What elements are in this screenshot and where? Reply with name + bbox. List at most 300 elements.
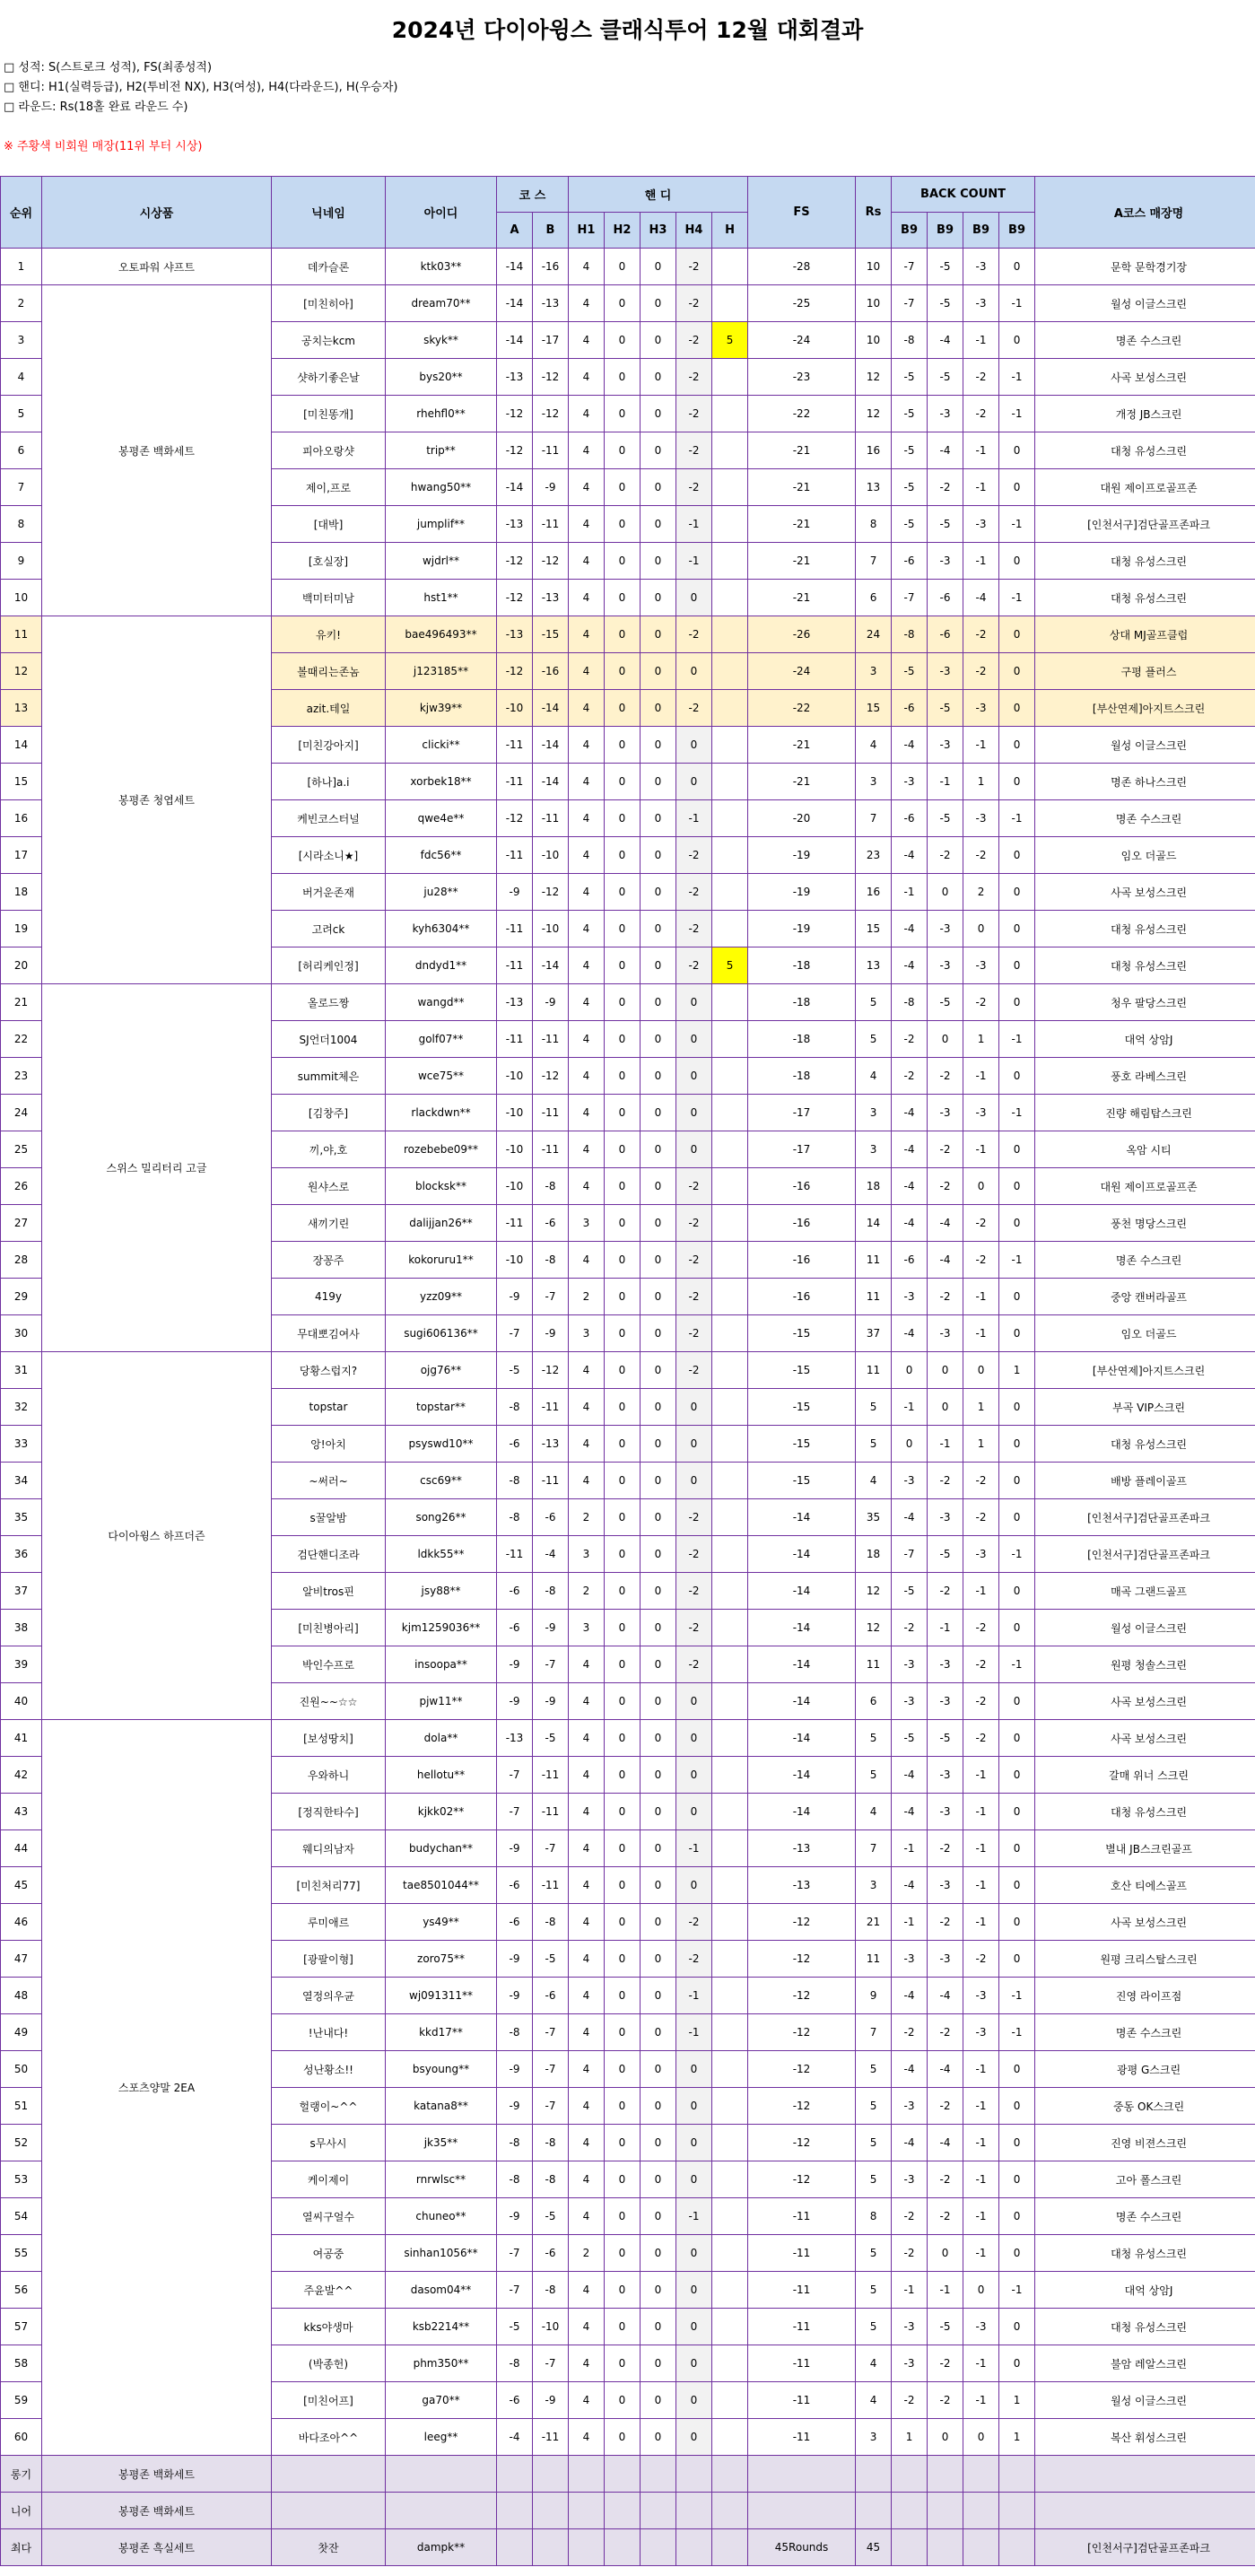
cell-prize: 스포츠양말 2EA — [42, 1720, 272, 2456]
cell-store: 대억 상암J — [1035, 2272, 1255, 2309]
cell-course-b: -11 — [533, 1794, 569, 1830]
cell-course-a: -11 — [497, 1536, 533, 1573]
cell-b9-2: -5 — [928, 506, 963, 543]
cell-b9-4: 0 — [999, 1941, 1035, 1978]
cell-b9-4: -1 — [999, 2014, 1035, 2051]
cell-blank — [641, 2493, 676, 2529]
cell-b9-3: -2 — [963, 616, 999, 653]
cell-h1: 4 — [569, 616, 605, 653]
cell-h1: 4 — [569, 396, 605, 432]
cell-h: 5 — [712, 947, 748, 984]
cell-fs: -17 — [748, 1131, 856, 1168]
cell-rank: 29 — [1, 1279, 42, 1315]
cell-b9-3: -1 — [963, 2051, 999, 2088]
cell-b9-2: -4 — [928, 1242, 963, 1279]
cell-h3: 0 — [641, 1830, 676, 1867]
cell-store: 대청 유성스크린 — [1035, 947, 1255, 984]
cell-h3: 0 — [641, 984, 676, 1021]
cell-fs: -19 — [748, 837, 856, 874]
cell-course-b: -6 — [533, 1205, 569, 1242]
cell-fs — [748, 2493, 856, 2529]
cell-b9-1: -6 — [892, 690, 928, 727]
cell-h4: -2 — [676, 874, 712, 911]
cell-fs: -14 — [748, 1720, 856, 1757]
cell-h — [712, 1095, 748, 1131]
cell-id: insoopa** — [386, 1646, 497, 1683]
cell-course-a: -6 — [497, 1904, 533, 1941]
cell-h2: 0 — [605, 1646, 641, 1683]
cell-b9-2: -2 — [928, 2198, 963, 2235]
cell-blank — [999, 2456, 1035, 2493]
cell-nickname: !난내다! — [272, 2014, 386, 2051]
cell-h1: 4 — [569, 1095, 605, 1131]
cell-h2: 0 — [605, 947, 641, 984]
cell-b9-2: -3 — [928, 1867, 963, 1904]
cell-h3: 0 — [641, 1720, 676, 1757]
cell-blank — [892, 2529, 928, 2566]
cell-h1: 4 — [569, 2309, 605, 2345]
cell-b9-4: 0 — [999, 1499, 1035, 1536]
cell-course-b: -5 — [533, 1941, 569, 1978]
cell-nickname: 데카슬론 — [272, 249, 386, 285]
header-h3: H3 — [641, 213, 676, 249]
cell-course-b: -10 — [533, 837, 569, 874]
cell-b9-2: -3 — [928, 396, 963, 432]
cell-h4: -2 — [676, 1352, 712, 1389]
cell-b9-1: -4 — [892, 1131, 928, 1168]
cell-course-a: -14 — [497, 249, 533, 285]
cell-h4: -2 — [676, 1536, 712, 1573]
cell-h2: 0 — [605, 984, 641, 1021]
cell-b9-1: -2 — [892, 1021, 928, 1058]
cell-rank: 22 — [1, 1021, 42, 1058]
cell-h — [712, 1610, 748, 1646]
cell-nickname: [허리케인정] — [272, 947, 386, 984]
cell-rank: 2 — [1, 285, 42, 322]
cell-b9-3: -1 — [963, 322, 999, 359]
cell-rank: 5 — [1, 396, 42, 432]
cell-rank: 7 — [1, 469, 42, 506]
cell-b9-2: -5 — [928, 1536, 963, 1573]
cell-id: tae8501044** — [386, 1867, 497, 1904]
cell-nickname: 볼때리는존놈 — [272, 653, 386, 690]
cell-id: ga70** — [386, 2382, 497, 2419]
cell-h1: 2 — [569, 2235, 605, 2272]
cell-b9-4: 1 — [999, 1352, 1035, 1389]
cell-fs: -11 — [748, 2235, 856, 2272]
cell-nickname: 419y — [272, 1279, 386, 1315]
cell-h3: 0 — [641, 1499, 676, 1536]
cell-course-a: -6 — [497, 1867, 533, 1904]
cell-fs: -14 — [748, 1757, 856, 1794]
cell-h3: 0 — [641, 1021, 676, 1058]
cell-fs: -22 — [748, 690, 856, 727]
cell-course-a: -9 — [497, 2198, 533, 2235]
cell-h — [712, 543, 748, 580]
legend-handicap: □ 핸디: H1(실력등급), H2(투비전 NX), H3(여성), H4(다라운드), H(우승자) — [4, 81, 398, 94]
cell-h4: -1 — [676, 800, 712, 837]
cell-b9-1: -5 — [892, 506, 928, 543]
cell-b9-1: -6 — [892, 1242, 928, 1279]
cell-id: rozebebe09** — [386, 1131, 497, 1168]
cell-fs: -15 — [748, 1463, 856, 1499]
cell-b9-2: -5 — [928, 2309, 963, 2345]
cell-rank: 53 — [1, 2161, 42, 2198]
cell-rs — [856, 2456, 892, 2493]
cell-b9-4: 0 — [999, 1426, 1035, 1463]
cell-store: 부곡 VIP스크린 — [1035, 1389, 1255, 1426]
cell-b9-4: 0 — [999, 2198, 1035, 2235]
cell-blank — [963, 2529, 999, 2566]
cell-course-a: -9 — [497, 1830, 533, 1867]
cell-h1: 4 — [569, 359, 605, 396]
cell-b9-3: -1 — [963, 1867, 999, 1904]
cell-h2: 0 — [605, 800, 641, 837]
cell-store: 원평 크리스탈스크린 — [1035, 1941, 1255, 1978]
cell-course-a: -9 — [497, 1279, 533, 1315]
cell-b9-2: -4 — [928, 2125, 963, 2161]
cell-h1: 4 — [569, 1131, 605, 1168]
cell-id: csc69** — [386, 1463, 497, 1499]
cell-h4: 0 — [676, 1463, 712, 1499]
cell-course-a: -6 — [497, 2382, 533, 2419]
cell-course-b: -12 — [533, 1352, 569, 1389]
cell-h2: 0 — [605, 837, 641, 874]
cell-b9-3: -1 — [963, 2088, 999, 2125]
cell-rs: 5 — [856, 2051, 892, 2088]
cell-h2: 0 — [605, 396, 641, 432]
cell-rs: 12 — [856, 1610, 892, 1646]
cell-b9-4: 1 — [999, 2382, 1035, 2419]
cell-h2: 0 — [605, 1941, 641, 1978]
cell-nickname: 앙!아치 — [272, 1426, 386, 1463]
cell-rs: 11 — [856, 1352, 892, 1389]
cell-b9-3: 0 — [963, 1168, 999, 1205]
cell-fs: -14 — [748, 1646, 856, 1683]
cell-course-a: -13 — [497, 616, 533, 653]
cell-h2: 0 — [605, 1830, 641, 1867]
cell-b9-4: 0 — [999, 1573, 1035, 1610]
cell-rank: 17 — [1, 837, 42, 874]
cell-h — [712, 2198, 748, 2235]
cell-b9-3: -3 — [963, 2309, 999, 2345]
cell-h — [712, 396, 748, 432]
cell-rs: 8 — [856, 506, 892, 543]
cell-b9-3: 0 — [963, 2272, 999, 2309]
cell-rank: 41 — [1, 1720, 42, 1757]
cell-h1: 4 — [569, 1830, 605, 1867]
cell-id: kjkk02** — [386, 1794, 497, 1830]
cell-prize: 봉평존 흑실세트 — [42, 2529, 272, 2566]
cell-fs: -14 — [748, 1683, 856, 1720]
cell-course-a: -14 — [497, 322, 533, 359]
cell-h4: 0 — [676, 2382, 712, 2419]
cell-fs: -21 — [748, 580, 856, 616]
cell-h1: 4 — [569, 2161, 605, 2198]
cell-b9-4: 0 — [999, 874, 1035, 911]
cell-id: wjdrl** — [386, 543, 497, 580]
cell-course-b: -11 — [533, 506, 569, 543]
cell-id: rlackdwn** — [386, 1095, 497, 1131]
cell-h4: 0 — [676, 1131, 712, 1168]
cell-b9-3: -1 — [963, 1757, 999, 1794]
cell-prize: 봉평존 백화세트 — [42, 2456, 272, 2493]
cell-nickname — [272, 2493, 386, 2529]
cell-course-a: -9 — [497, 1941, 533, 1978]
table-row — [1, 984, 1255, 1021]
cell-h2: 0 — [605, 359, 641, 396]
table-row — [1, 1352, 1255, 1389]
cell-course-b: -8 — [533, 2272, 569, 2309]
cell-b9-1: -7 — [892, 1536, 928, 1573]
cell-id: hellotu** — [386, 1757, 497, 1794]
cell-course-b: -9 — [533, 1315, 569, 1352]
special-award-row — [1, 2493, 1255, 2529]
cell-store — [1035, 2493, 1255, 2529]
cell-rs: 15 — [856, 911, 892, 947]
cell-b9-1: -1 — [892, 2272, 928, 2309]
cell-b9-2: -2 — [928, 2382, 963, 2419]
cell-prize: 스위스 밀리터리 고글 — [42, 984, 272, 1352]
cell-h4: -2 — [676, 690, 712, 727]
cell-rs: 35 — [856, 1499, 892, 1536]
cell-b9-2: -4 — [928, 1978, 963, 2014]
cell-h — [712, 285, 748, 322]
cell-h3: 0 — [641, 469, 676, 506]
cell-rank: 3 — [1, 322, 42, 359]
cell-store: 월성 이글스크린 — [1035, 1610, 1255, 1646]
cell-course-b: -7 — [533, 2014, 569, 2051]
cell-b9-1: -3 — [892, 764, 928, 800]
cell-b9-3: -2 — [963, 1610, 999, 1646]
cell-rank: 49 — [1, 2014, 42, 2051]
cell-blank — [892, 2456, 928, 2493]
cell-b9-4: -1 — [999, 580, 1035, 616]
cell-h1: 4 — [569, 2051, 605, 2088]
cell-rs: 16 — [856, 874, 892, 911]
cell-b9-1: -4 — [892, 2125, 928, 2161]
cell-store: 월성 이글스크린 — [1035, 285, 1255, 322]
cell-h1: 4 — [569, 2419, 605, 2456]
cell-h4: -2 — [676, 359, 712, 396]
cell-b9-4: -1 — [999, 1242, 1035, 1279]
cell-h3: 0 — [641, 911, 676, 947]
cell-store: 대원 제이프로골프존 — [1035, 469, 1255, 506]
cell-h2: 0 — [605, 1095, 641, 1131]
cell-b9-1: -6 — [892, 543, 928, 580]
cell-rs: 23 — [856, 837, 892, 874]
cell-b9-4: -1 — [999, 285, 1035, 322]
cell-blank — [497, 2529, 533, 2566]
cell-course-a: -12 — [497, 543, 533, 580]
cell-b9-2: -5 — [928, 984, 963, 1021]
cell-course-a: -5 — [497, 1352, 533, 1389]
cell-rs: 3 — [856, 1095, 892, 1131]
cell-blank — [928, 2456, 963, 2493]
cell-b9-3: -2 — [963, 1463, 999, 1499]
cell-b9-2: -3 — [928, 1646, 963, 1683]
cell-b9-2: -4 — [928, 2051, 963, 2088]
cell-b9-4: -1 — [999, 396, 1035, 432]
cell-h1: 4 — [569, 984, 605, 1021]
cell-h3: 0 — [641, 1573, 676, 1610]
cell-store: 대원 제이프로골프존 — [1035, 1168, 1255, 1205]
cell-fs: -16 — [748, 1242, 856, 1279]
cell-blank — [712, 2529, 748, 2566]
cell-h3: 0 — [641, 1426, 676, 1463]
cell-nickname: 제이,프로 — [272, 469, 386, 506]
cell-b9-2: -5 — [928, 249, 963, 285]
cell-rank: 51 — [1, 2088, 42, 2125]
cell-blank — [999, 2529, 1035, 2566]
cell-h4: 0 — [676, 2125, 712, 2161]
cell-course-b: -17 — [533, 322, 569, 359]
cell-b9-1: -4 — [892, 727, 928, 764]
cell-fs — [748, 2456, 856, 2493]
cell-store: 명존 수스크린 — [1035, 1242, 1255, 1279]
cell-store: 대청 유성스크린 — [1035, 580, 1255, 616]
cell-rank: 44 — [1, 1830, 42, 1867]
cell-id: dampk** — [386, 2529, 497, 2566]
cell-h2: 0 — [605, 1131, 641, 1168]
cell-h2: 0 — [605, 2125, 641, 2161]
cell-store: [인천서구]검단골프존파크 — [1035, 1536, 1255, 1573]
cell-h2: 0 — [605, 1573, 641, 1610]
cell-course-b: -14 — [533, 764, 569, 800]
cell-b9-4: 0 — [999, 727, 1035, 764]
cell-store: 대억 상암J — [1035, 1021, 1255, 1058]
cell-fs: -18 — [748, 1021, 856, 1058]
cell-blank — [605, 2529, 641, 2566]
cell-h — [712, 1021, 748, 1058]
cell-b9-2: -2 — [928, 837, 963, 874]
cell-h2: 0 — [605, 322, 641, 359]
cell-h2: 0 — [605, 911, 641, 947]
cell-b9-3: -1 — [963, 727, 999, 764]
cell-h4: -2 — [676, 1168, 712, 1205]
cell-h1: 4 — [569, 249, 605, 285]
cell-b9-3: -1 — [963, 2382, 999, 2419]
cell-h2: 0 — [605, 2345, 641, 2382]
cell-b9-1: -7 — [892, 580, 928, 616]
cell-nickname: 박인수프로 — [272, 1646, 386, 1683]
cell-b9-3: -4 — [963, 580, 999, 616]
cell-h1: 4 — [569, 1352, 605, 1389]
cell-store — [1035, 2456, 1255, 2493]
cell-h3: 0 — [641, 2345, 676, 2382]
cell-h — [712, 2014, 748, 2051]
cell-h4: 0 — [676, 2161, 712, 2198]
cell-rs: 5 — [856, 2235, 892, 2272]
cell-h2: 0 — [605, 506, 641, 543]
cell-b9-3: -2 — [963, 359, 999, 396]
cell-course-b: -11 — [533, 1131, 569, 1168]
cell-rank: 21 — [1, 984, 42, 1021]
cell-h3: 0 — [641, 1683, 676, 1720]
cell-fs: -28 — [748, 249, 856, 285]
page-title: 2024년 다이아윙스 클래식투어 12월 대회결과 — [391, 17, 864, 43]
cell-nickname: 진원~~☆☆ — [272, 1683, 386, 1720]
cell-h2: 0 — [605, 874, 641, 911]
cell-fs: -24 — [748, 653, 856, 690]
cell-blank — [605, 2456, 641, 2493]
header-prize: 시상품 — [42, 177, 272, 249]
cell-b9-3: -2 — [963, 653, 999, 690]
cell-b9-3: -2 — [963, 1646, 999, 1683]
cell-h — [712, 727, 748, 764]
cell-rs: 15 — [856, 690, 892, 727]
cell-b9-2: -5 — [928, 359, 963, 396]
cell-b9-3: -2 — [963, 1499, 999, 1536]
cell-h3: 0 — [641, 1463, 676, 1499]
cell-h2: 0 — [605, 580, 641, 616]
cell-course-b: -14 — [533, 727, 569, 764]
cell-id: j123185** — [386, 653, 497, 690]
cell-rs: 11 — [856, 1941, 892, 1978]
cell-store: 월성 이글스크린 — [1035, 2382, 1255, 2419]
cell-b9-3: -1 — [963, 469, 999, 506]
cell-h1: 4 — [569, 800, 605, 837]
cell-id: pjw11** — [386, 1683, 497, 1720]
cell-nickname: kks야생마 — [272, 2309, 386, 2345]
cell-rank: 43 — [1, 1794, 42, 1830]
cell-course-b: -12 — [533, 543, 569, 580]
cell-rank: 40 — [1, 1683, 42, 1720]
cell-store: 별내 JB스크린골프 — [1035, 1830, 1255, 1867]
cell-h4: -2 — [676, 616, 712, 653]
cell-store: 명존 수스크린 — [1035, 800, 1255, 837]
cell-course-b: -9 — [533, 984, 569, 1021]
cell-b9-4: 0 — [999, 1279, 1035, 1315]
header-course: 코 스 — [497, 177, 569, 213]
cell-h4: 0 — [676, 1058, 712, 1095]
cell-id — [386, 2456, 497, 2493]
cell-rs: 12 — [856, 396, 892, 432]
cell-id: wangd** — [386, 984, 497, 1021]
cell-nickname: [미친처리77] — [272, 1867, 386, 1904]
cell-b9-4: 0 — [999, 1830, 1035, 1867]
cell-b9-3: -1 — [963, 1830, 999, 1867]
cell-nickname: s무사시 — [272, 2125, 386, 2161]
cell-prize: 봉평존 백화세트 — [42, 285, 272, 616]
cell-course-a: -7 — [497, 2272, 533, 2309]
cell-course-b: -11 — [533, 800, 569, 837]
cell-nickname: [미친어프] — [272, 2382, 386, 2419]
header-h2: H2 — [605, 213, 641, 249]
cell-h3: 0 — [641, 396, 676, 432]
cell-h1: 4 — [569, 2088, 605, 2125]
cell-b9-1: -5 — [892, 396, 928, 432]
cell-id: kokoruru1** — [386, 1242, 497, 1279]
cell-h2: 0 — [605, 1536, 641, 1573]
cell-nickname: 고려ck — [272, 911, 386, 947]
cell-h2: 0 — [605, 1426, 641, 1463]
cell-b9-4: 0 — [999, 1904, 1035, 1941]
cell-course-a: -4 — [497, 2419, 533, 2456]
cell-h3: 0 — [641, 1205, 676, 1242]
cell-h3: 0 — [641, 2051, 676, 2088]
cell-course-a: -13 — [497, 359, 533, 396]
cell-h1: 4 — [569, 2345, 605, 2382]
cell-b9-3: 0 — [963, 2419, 999, 2456]
cell-id: ys49** — [386, 1904, 497, 1941]
cell-nickname: [호실장] — [272, 543, 386, 580]
cell-h3: 0 — [641, 1941, 676, 1978]
cell-nickname: [대박] — [272, 506, 386, 543]
cell-course-a: -10 — [497, 1131, 533, 1168]
table-row — [1, 616, 1255, 653]
cell-b9-4: -1 — [999, 1978, 1035, 2014]
